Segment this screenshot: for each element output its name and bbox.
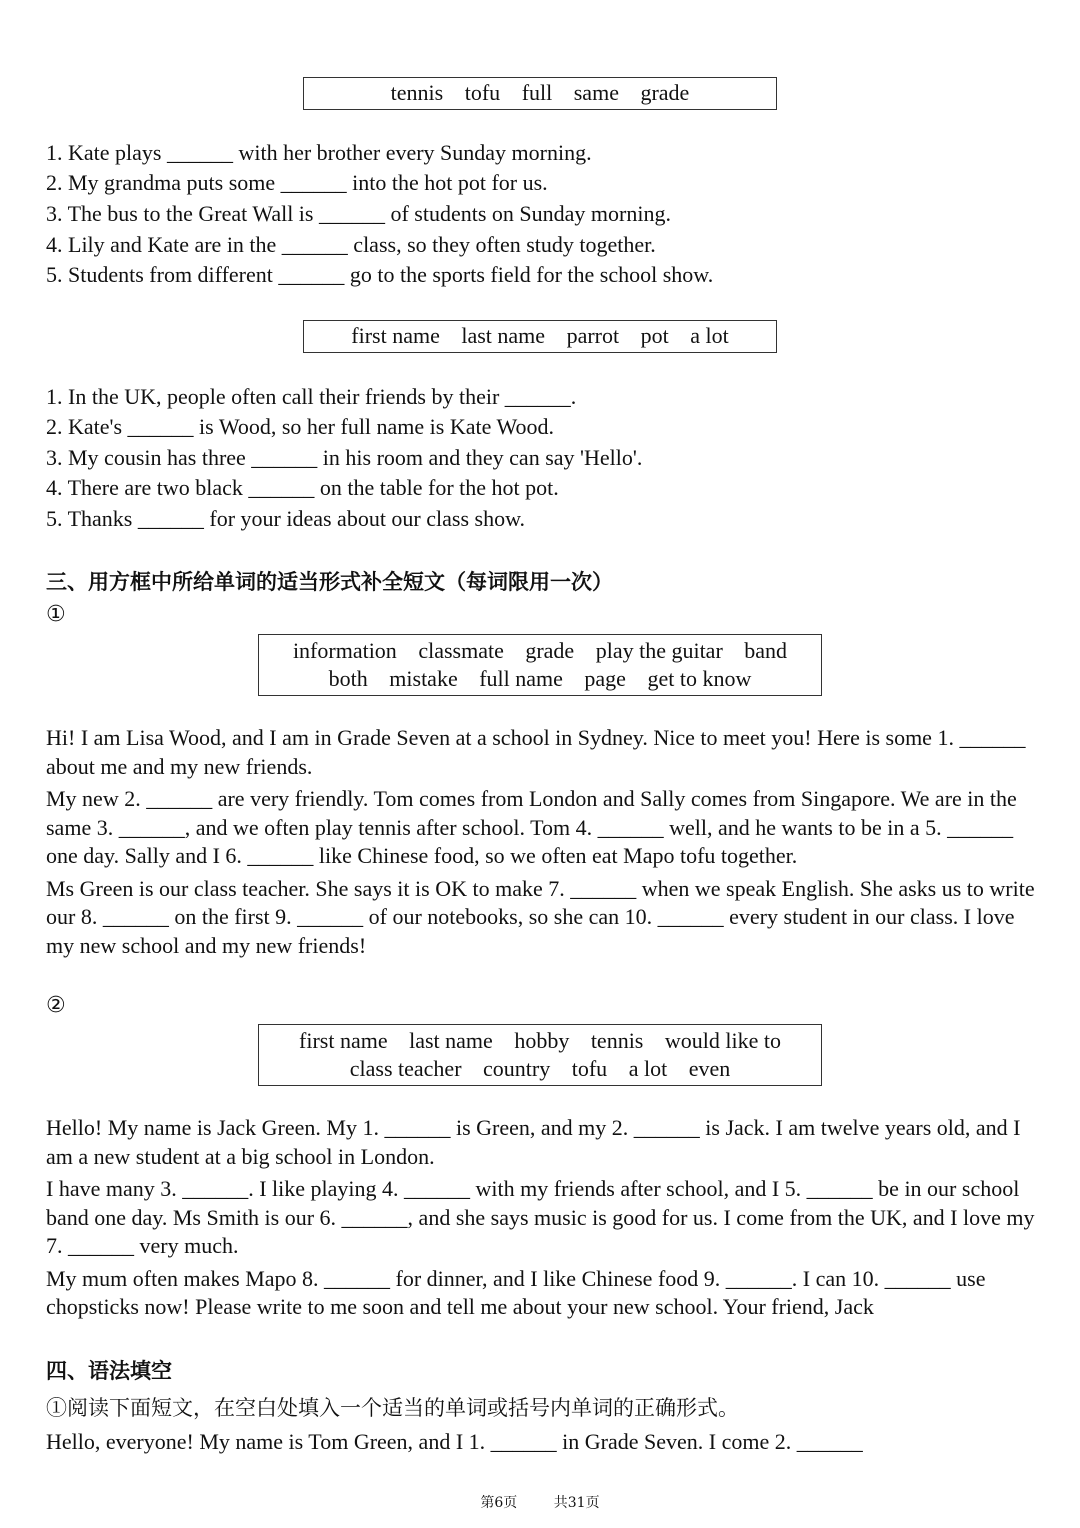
word-box-4 [258,1024,822,1086]
word-box-item: band [744,638,788,663]
exercise-sentence: Hello, everyone! My name is Tom Green, and I 1. ______ in Grade Seven. I come 2. ______ [46,1429,863,1454]
passage-1 [46,724,1038,960]
word-box-item: full name [479,666,563,691]
word-box-3 [258,634,822,696]
passage-paragraph: My new 2. ______ are very friendly. Tom comes from London and Sally comes from Singapore. We are in the same 3. ______, and we often play tennis after school. Tom 4. ______ well, and he wants to be in a 5. ______ one day. Sally and I 6. ______ like Chinese food, so we often eat Mapo tofu together. [46,786,1017,868]
exercise-sentence: 2. My grandma puts some ______ into the hot pot for us. [46,170,548,195]
word-box-item: information [292,638,397,663]
word-box-item: tofu [571,1056,608,1081]
word-box-item: last name [409,1028,493,1053]
word-box-item: page [584,666,626,691]
word-box-row [259,665,821,693]
page-total: 共31页 [553,1495,600,1511]
passage-paragraph: My mum often makes Mapo 8. ______ for dinner, and I like Chinese food 9. ______. I can 10. ______ use chopsticks now! Please write to me soon and tell me about your new school. Your friend, Jack [46,1265,986,1319]
passage-marker-1: ① [46,602,66,627]
exercise-sentence: 3. The bus to the Great Wall is ______ of students on Sunday morning. [46,201,671,226]
word-box-item: tofu [464,80,501,105]
word-box-item: would like to [664,1028,781,1053]
word-box-2 [303,320,777,353]
word-box-item: grade [525,638,575,663]
exercise-sentence: 1. In the UK, people often call their friends by their ______. [46,384,577,409]
page-number: 第6页 [480,1495,518,1511]
word-box-row [259,1027,821,1055]
word-box-item: get to know [647,666,752,691]
word-box-row [259,1055,821,1083]
passage-paragraph: Hello! My name is Jack Green. My 1. ______ is Green, and my 2. ______ is Jack. I am twelve years old, and I am a new student at a big school in London. [46,1115,1021,1169]
word-box-item: parrot [566,323,620,348]
exercise-sentence: 5. Students from different ______ go to the sports field for the school show. [46,262,714,287]
word-box-item: last name [461,323,546,348]
word-box-item: both [328,666,368,691]
word-box-item: a lot [690,323,729,348]
exercise-sentence: 2. Kate's ______ is Wood, so her full name is Kate Wood. [46,414,554,439]
word-box-item: first name [299,1028,388,1053]
word-box-item: full [521,80,553,105]
section-heading-3: 三、用方框中所给单词的适当形式补全短文（每词限用一次） [46,570,613,594]
word-box-item: pot [640,323,669,348]
word-box-item: same [573,80,619,105]
exercise-sentence: 4. Lily and Kate are in the ______ class, so they often study together. [46,232,656,257]
exercise-sentence: 5. Thanks ______ for your ideas about our class show. [46,506,526,531]
word-box-item: first name [351,323,440,348]
word-box-1 [303,77,777,110]
word-box-item: hobby [514,1028,570,1053]
passage-paragraph: I have many 3. ______. I like playing 4. ______ with my friends after school, and I 5. ______ be in our school band one day. Ms Smith is our 6. ______, and she says music is good for us. I come from the UK, and I love my 7. ______ very much. [46,1176,1035,1258]
passage-paragraph: Ms Green is our class teacher. She says it is OK to make 7. ______ when we speak English. She asks us to write our 8. ______ on the first 9. ______ of our notebooks, so she can 10. ______ every student in our class. I love my new school and my new friends! [46,875,1035,958]
word-box-item: mistake [389,666,458,691]
word-box-item: classmate [418,638,504,663]
section-heading-4: 四、语法填空 [46,1359,172,1383]
exercise-sentence: 4. There are two black ______ on the table for the hot pot. [46,475,559,500]
passage-2 [46,1114,1038,1322]
word-box-item: grade [640,80,690,105]
exercise-sentence: 1. Kate plays ______ with her brother every Sunday morning. [46,140,592,165]
word-box-item: even [688,1056,731,1081]
passage-marker-2: ② [46,993,66,1018]
word-box-item: tennis [390,80,444,105]
word-box-item: tennis [590,1028,644,1053]
word-box-row [259,637,821,665]
word-box-item: country [483,1056,551,1081]
exercise-sentence: 3. My cousin has three ______ in his room and they can say 'Hello'. [46,445,643,470]
passage-paragraph: Hi! I am Lisa Wood, and I am in Grade Seven at a school in Sydney. Nice to meet you! Here is some 1. ______ about me and my new friends. [46,725,1026,779]
word-box-item: class teacher [349,1056,462,1081]
word-box-item: a lot [628,1056,668,1081]
page-footer [0,1492,1080,1512]
section-instruction: ①阅读下面短文，在空白处填入一个适当的单词或括号内单词的正确形式。 [46,1396,739,1420]
word-box-item: play the guitar [595,638,723,663]
